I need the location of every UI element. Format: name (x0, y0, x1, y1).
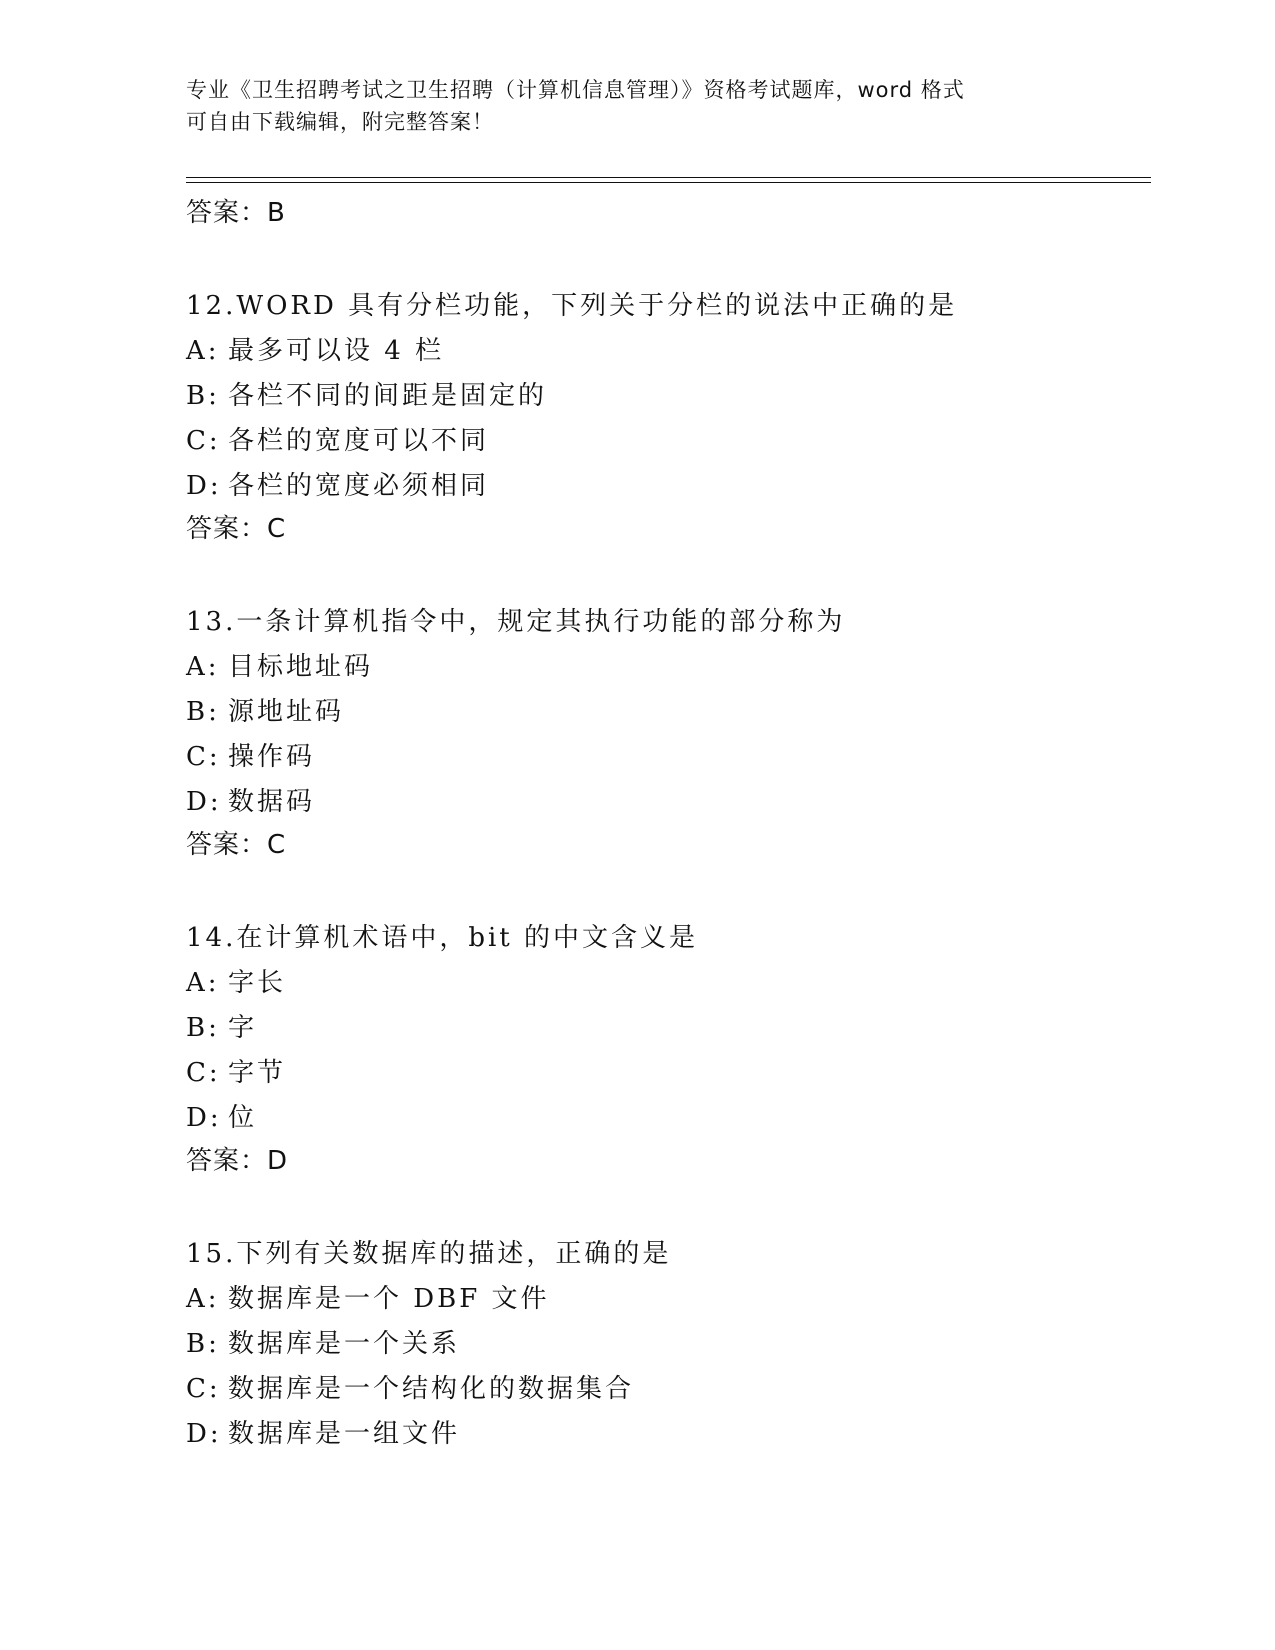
option-letter: C: (186, 1374, 221, 1404)
option-letter: B: (186, 381, 220, 411)
option-letter: A: (186, 968, 220, 998)
option-b (186, 374, 1151, 419)
option-text: 数据库是一个关系 (228, 1329, 461, 1359)
option-text: 字 (228, 1013, 258, 1043)
option-c (186, 735, 1151, 780)
option-d (186, 464, 1151, 509)
header-line-1: 专业《卫生招聘考试之卫生招聘（计算机信息管理）》资格考试题库，word 格式 (186, 78, 965, 102)
option-letter: D: (186, 787, 222, 817)
option-c (186, 1367, 1151, 1412)
option-d (186, 780, 1151, 825)
option-text: 源地址码 (228, 697, 345, 727)
option-text: 操作码 (228, 742, 316, 772)
option-d (186, 1412, 1151, 1457)
question-14 (186, 916, 1151, 1181)
option-letter: D: (186, 471, 222, 501)
option-b (186, 1006, 1151, 1051)
answer-13: 答案：C (186, 830, 287, 860)
option-text: 各栏的宽度必须相同 (228, 471, 490, 501)
option-letter: C: (186, 1058, 221, 1088)
question-title: 13.一条计算机指令中，规定其执行功能的部分称为 (186, 607, 846, 637)
option-b (186, 690, 1151, 735)
option-text: 数据库是一组文件 (228, 1419, 461, 1449)
option-c (186, 1051, 1151, 1096)
option-a (186, 961, 1151, 1006)
option-text: 数据码 (228, 787, 316, 817)
option-letter: B: (186, 1329, 220, 1359)
option-c (186, 419, 1151, 464)
option-letter: A: (186, 336, 220, 366)
option-letter: B: (186, 697, 220, 727)
option-a (186, 645, 1151, 690)
option-letter: A: (186, 652, 220, 682)
option-text: 数据库是一个结构化的数据集合 (228, 1374, 635, 1404)
option-text: 字节 (228, 1058, 287, 1088)
option-b (186, 1322, 1151, 1367)
option-text: 位 (228, 1103, 258, 1133)
question-title: 15.下列有关数据库的描述，正确的是 (186, 1239, 672, 1269)
page-header (186, 74, 1066, 138)
answer-14: 答案：D (186, 1146, 289, 1176)
option-letter: C: (186, 742, 221, 772)
option-letter: D: (186, 1103, 222, 1133)
option-letter: B: (186, 1013, 220, 1043)
question-15 (186, 1232, 1151, 1457)
option-text: 目标地址码 (228, 652, 374, 682)
option-a (186, 329, 1151, 374)
header-rule-top (186, 177, 1151, 178)
question-title: 12.WORD 具有分栏功能，下列关于分栏的说法中正确的是 (186, 291, 958, 321)
header-line-2: 可自由下载编辑，附完整答案！ (186, 110, 494, 134)
option-text: 数据库是一个 DBF 文件 (228, 1284, 550, 1314)
answer-12: 答案：C (186, 514, 287, 544)
question-list (186, 190, 1151, 1457)
option-letter: A: (186, 1284, 220, 1314)
option-text: 最多可以设 4 栏 (228, 336, 445, 366)
question-12 (186, 284, 1151, 549)
option-letter: C: (186, 426, 221, 456)
option-text: 各栏的宽度可以不同 (228, 426, 490, 456)
question-13 (186, 600, 1151, 865)
option-text: 字长 (228, 968, 287, 998)
option-text: 各栏不同的间距是固定的 (228, 381, 548, 411)
option-d (186, 1096, 1151, 1141)
option-letter: D: (186, 1419, 222, 1449)
question-title: 14.在计算机术语中，bit 的中文含义是 (186, 923, 699, 953)
answer-previous: 答案：B (186, 198, 286, 228)
header-rule-bottom (186, 182, 1151, 183)
option-a (186, 1277, 1151, 1322)
